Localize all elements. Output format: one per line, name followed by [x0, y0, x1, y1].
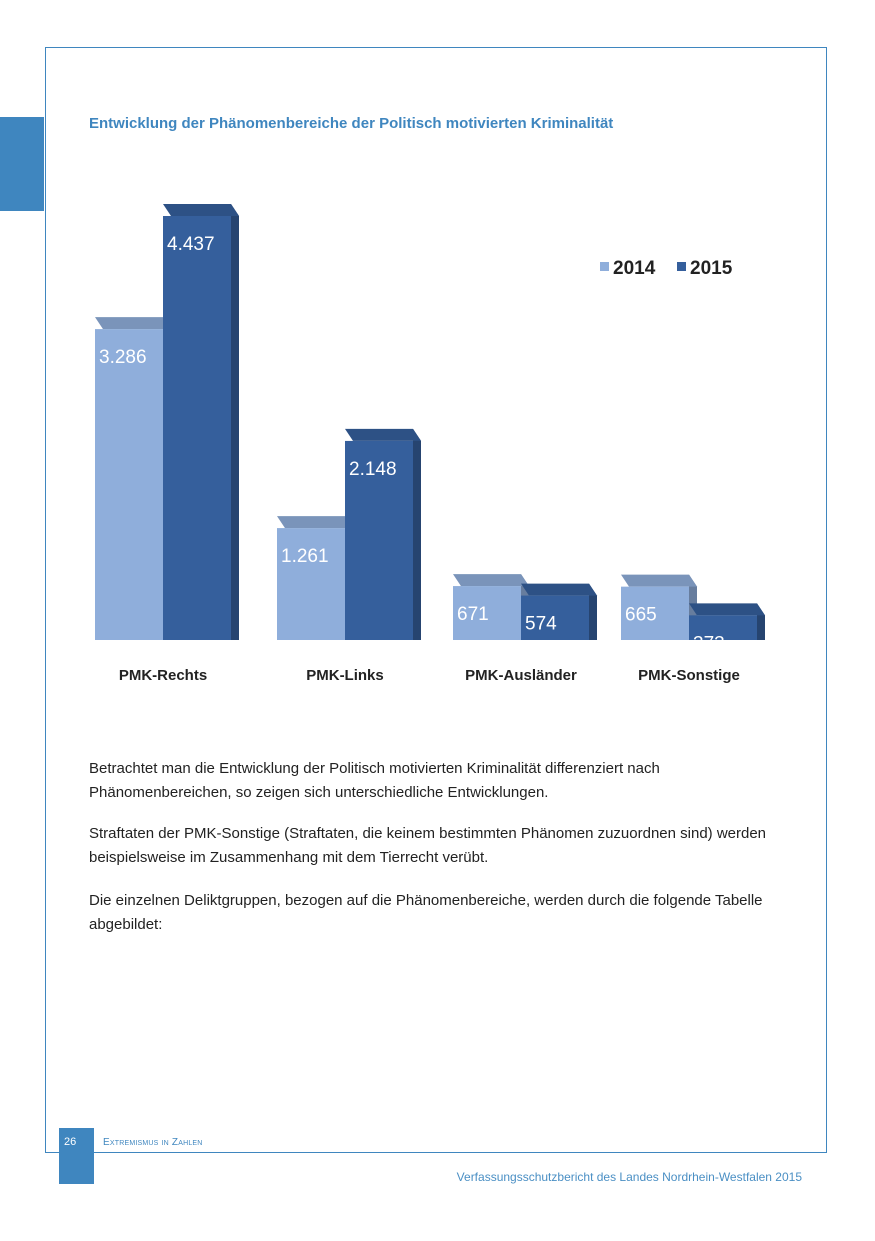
- bar-2014-PMK-Rechts: [95, 329, 163, 640]
- bar-side-1-0: [231, 204, 239, 640]
- legend-label-2015: 2015: [690, 258, 733, 279]
- value-label-2015-3: 373: [693, 633, 725, 655]
- bar-top-0-0: [95, 317, 171, 329]
- bar-top-1-1: [345, 429, 421, 441]
- value-label-2015-0: 4.437: [167, 234, 215, 255]
- bar-top-1-3: [689, 603, 765, 615]
- legend-label-2014: 2014: [613, 258, 656, 279]
- side-tab-marker: [0, 117, 44, 211]
- bar-top-1-0: [163, 204, 239, 216]
- bar-top-1-2: [521, 584, 597, 596]
- category-label-0: PMK-Rechts: [118, 667, 208, 684]
- paragraph-2: Straftaten der PMK-Sonstige (Straftaten, die keinem bestimmten Phänomen zuzuordnen sind) werden beispielsweise im Zusammenhang mit dem Tierrecht verübt.: [89, 825, 767, 866]
- bar-chart: [60, 180, 780, 700]
- value-label-2015-1: 2.148: [349, 458, 397, 480]
- value-label-2014-2: 671: [457, 604, 489, 626]
- page-number: 26: [64, 1136, 77, 1148]
- category-label-3: PMK-Sonstige: [638, 667, 740, 684]
- value-label-2014-0: 3.286: [99, 347, 147, 369]
- publication-title: Verfassungsschutzbericht des Landes Nordrhein-Westfalen 2015: [456, 1170, 802, 1184]
- bar-top-0-3: [621, 575, 697, 587]
- bar-top-0-1: [277, 516, 353, 528]
- value-label-2015-2: 574: [525, 613, 557, 635]
- legend-swatch-2015: [677, 262, 686, 271]
- chart-title: Entwicklung der Phänomenbereiche der Politisch motivierten Kriminalität: [89, 115, 614, 132]
- bar-top-0-2: [453, 574, 529, 586]
- category-label-2: PMK-Ausländer: [465, 667, 577, 684]
- bar-side-1-1: [413, 429, 421, 640]
- section-label: Extremismus in Zahlen: [103, 1137, 203, 1148]
- paragraph-3: Die einzelnen Deliktgruppen, bezogen auf die Phänomenbereiche, werden durch die folgende Tabelle abgebildet:: [89, 892, 763, 933]
- bar-2015-PMK-Rechts: [163, 216, 231, 640]
- paragraph-1: Betrachtet man die Entwicklung der Politisch motivierten Kriminalität differenziert nach Phänomenbereichen, so zeigen sich unterschiedliche Entwicklungen.: [89, 760, 660, 801]
- bar-2014-PMK-Links: [277, 528, 345, 640]
- value-label-2014-3: 665: [625, 604, 657, 626]
- category-label-1: PMK-Links: [306, 667, 384, 684]
- legend-swatch-2014: [600, 262, 609, 271]
- value-label-2014-1: 1.261: [281, 546, 329, 568]
